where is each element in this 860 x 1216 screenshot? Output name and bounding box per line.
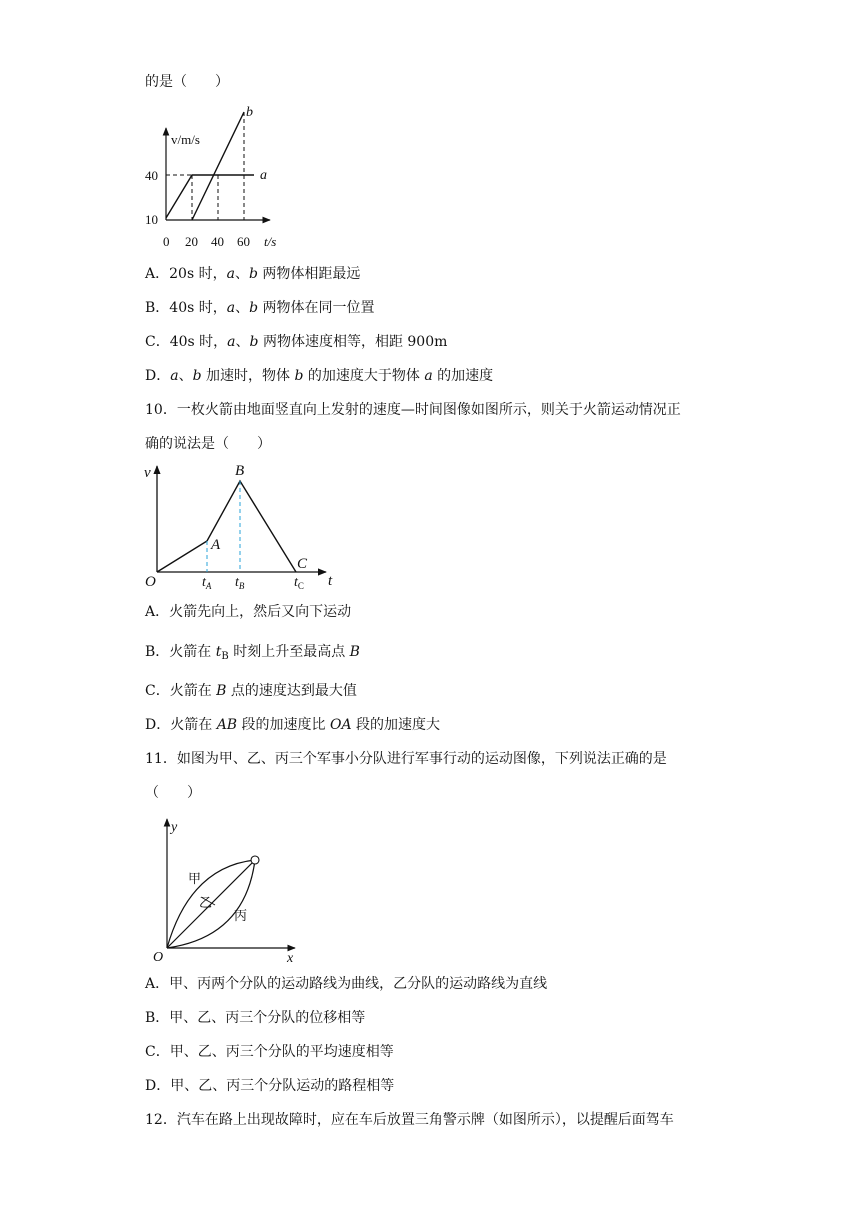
q10-point-c: C (297, 556, 308, 572)
q9-x-label: t/s (264, 234, 277, 249)
q9-xtick-20: 20 (185, 234, 198, 249)
q10-option-d[interactable]: D．火箭在 AB 段的加速度比 OA 段的加速度大 (145, 717, 441, 733)
q9-label-a: a (260, 168, 267, 183)
q11-stem-line2: （ ） (145, 785, 201, 801)
q9-y-label: v/m/s (171, 132, 200, 147)
q11-origin: O (153, 950, 164, 965)
q10-x-label: t (328, 573, 333, 589)
q9-xtick-60: 60 (237, 234, 250, 249)
q9-option-c[interactable]: C．40s 时，a、b 两物体速度相等，相距 900m (145, 334, 448, 350)
q9-stem-tail: 的是（ ） (145, 74, 229, 90)
q10-point-a: A (211, 537, 221, 553)
q11-option-b[interactable]: B．甲、乙、丙三个分队的位移相等 (145, 1010, 366, 1026)
q9-xtick-0: 0 (163, 234, 170, 249)
q11-x-label: x (287, 951, 294, 966)
q9-vt-graph (140, 100, 300, 255)
q10-point-b: B (235, 463, 245, 479)
q9-option-b[interactable]: B．40s 时，a、b 两物体在同一位置 (145, 300, 375, 316)
q11-option-a[interactable]: A．甲、丙两个分队的运动路线为曲线，乙分队的运动路线为直线 (145, 976, 548, 992)
q10-stem-line1: 10．一枚火箭由地面竖直向上发射的速度—时间图像如图所示，则关于火箭运动情况正 (145, 402, 681, 418)
q11-endpoint (251, 856, 259, 864)
q9-option-d[interactable]: D．a、b 加速时，物体 b 的加速度大于物体 a 的加速度 (145, 368, 494, 384)
q11-stem-line1: 11．如图为甲、乙、丙三个军事小分队进行军事行动的运动图像，下列说法正确的是 (145, 751, 667, 767)
q11-y-label: y (171, 820, 178, 835)
q10-option-a[interactable]: A．火箭先向上，然后又向下运动 (145, 604, 352, 620)
q10-vt-graph (140, 460, 345, 595)
q12-stem-line1: 12．汽车在路上出现故障时，应在车后放置三角警示牌（如图所示），以提醒后面驾车 (145, 1112, 674, 1128)
q10-tick-tb: $t_B$ (235, 575, 245, 591)
q9-option-a[interactable]: A．20s 时，a、b 两物体相距最远 (145, 266, 361, 282)
q9-ytick-40: 40 (145, 168, 158, 183)
q11-xy-graph (145, 815, 305, 965)
q10-option-b[interactable]: B．火箭在 $t_B$ 时刻上升至最高点 B (145, 644, 360, 662)
q10-tick-tc: $t_C$ (294, 575, 304, 591)
q11-option-d[interactable]: D．甲、乙、丙三个分队运动的路程相等 (145, 1078, 395, 1094)
q10-vt-line (157, 481, 296, 572)
q10-tick-ta: $t_A$ (202, 575, 212, 591)
q11-label-yi: 乙 (199, 895, 213, 910)
q11-option-c[interactable]: C．甲、乙、丙三个分队的平均速度相等 (145, 1044, 394, 1060)
q9-ytick-10: 10 (145, 212, 158, 227)
q11-label-bing: 丙 (234, 908, 248, 923)
q9-label-b: b (246, 105, 253, 120)
q10-origin: O (145, 574, 156, 590)
q10-stem-line2: 确的说法是（ ） (145, 436, 271, 452)
q11-label-jia: 甲 (188, 871, 202, 886)
q10-option-c[interactable]: C．火箭在 B 点的速度达到最大值 (145, 683, 357, 699)
q9-xtick-40: 40 (211, 234, 224, 249)
q10-y-label: v (144, 465, 151, 481)
